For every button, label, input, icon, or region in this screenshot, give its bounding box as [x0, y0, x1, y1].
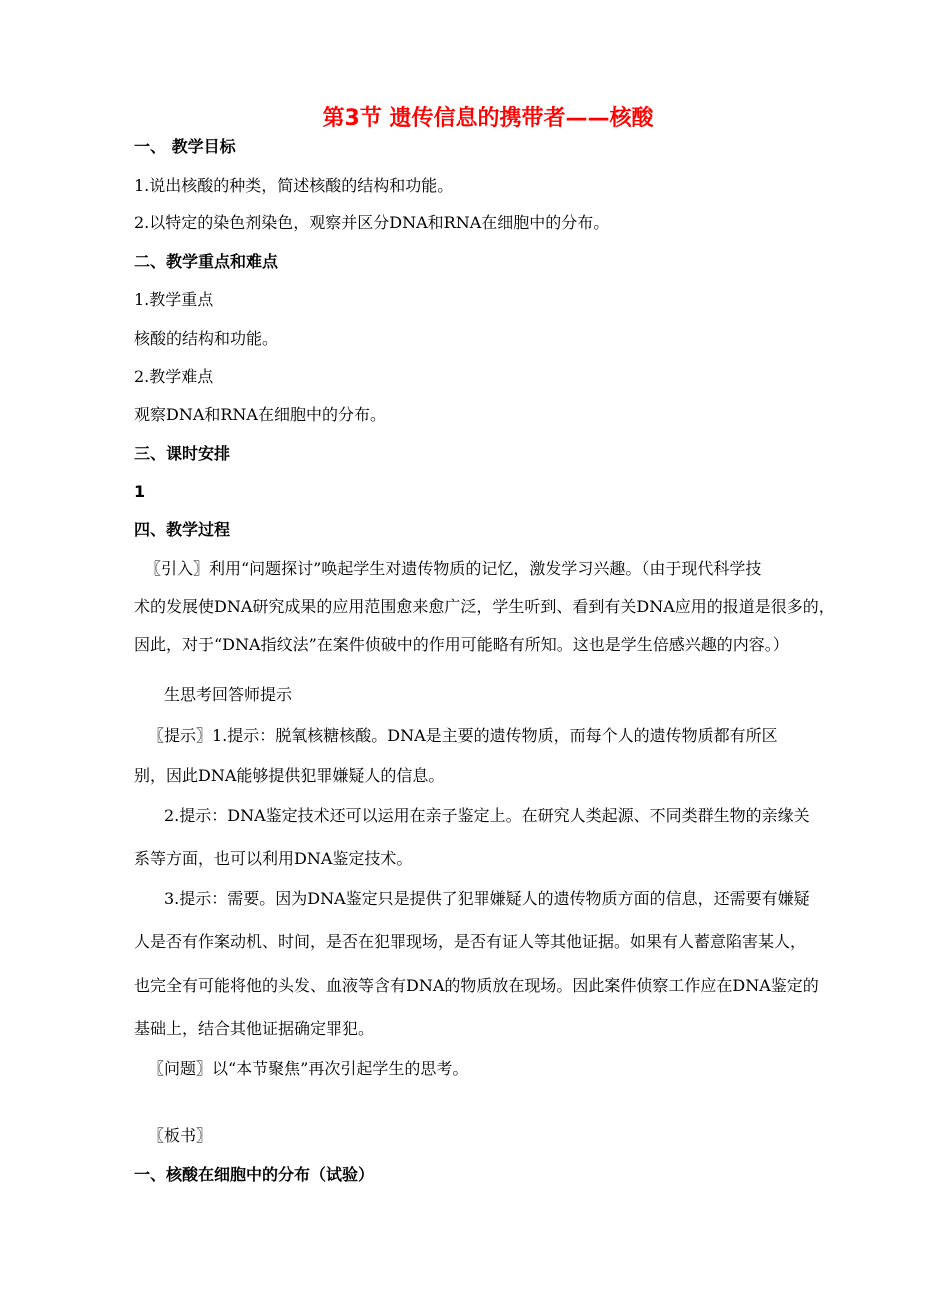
paragraph: 系等方面，也可以利用DNA鉴定技术。	[134, 849, 413, 868]
section-heading-schedule: 三、课时安排	[134, 444, 231, 463]
paragraph: 观察DNA和RNA在细胞中的分布。	[134, 405, 386, 424]
objective-item: 1.说出核酸的种类，简述核酸的结构和功能。	[134, 176, 454, 195]
paragraph: 人是否有作案动机、时间，是否在犯罪现场，是否有证人等其他证据。如果有人蓄意陷害某人，	[134, 932, 807, 951]
section-heading-objectives: 一、 教学目标	[134, 137, 236, 156]
paragraph: 3.提示：需要。因为DNA鉴定只是提供了犯罪嫌疑人的遗传物质方面的信息，还需要有嫌疑	[164, 889, 810, 908]
subheading: 1.教学重点	[134, 290, 214, 309]
paragraph: 核酸的结构和功能。	[134, 329, 279, 348]
paragraph: 〖引入〗利用“问题探讨”唤起学生对遗传物质的记忆，激发学习兴趣。（由于现代科学技	[145, 559, 762, 578]
paragraph: 〖提示〗1.提示：脱氧核糖核酸。DNA是主要的遗传物质，而每个人的遗传物质都有所区	[148, 726, 778, 745]
paragraph: 生思考回答师提示	[164, 685, 293, 704]
paragraph: 基础上，结合其他证据确定罪犯。	[134, 1019, 375, 1038]
objective-item: 2.以特定的染色剂染色，观察并区分DNA和RNA在细胞中的分布。	[134, 213, 610, 232]
paragraph: 别，因此DNA能够提供犯罪嫌疑人的信息。	[134, 766, 445, 785]
paragraph: 术的发展使DNA研究成果的应用范围愈来愈广泛，学生听到、看到有关DNA应用的报道是很多的，	[134, 597, 835, 616]
paragraph: 2.提示：DNA鉴定技术还可以运用在亲子鉴定上。在研究人类起源、不同类群生物的亲缘关	[164, 806, 810, 825]
schedule-value: 1	[134, 482, 146, 501]
paragraph: 〖板书〗	[148, 1126, 213, 1145]
board-heading: 一、核酸在细胞中的分布（试验）	[134, 1165, 375, 1184]
paragraph: 也完全有可能将他的头发、血液等含有DNA的物质放在现场。因此案件侦察工作应在DNA鉴定的	[134, 976, 819, 995]
paragraph: 〖问题〗以“本节聚焦”再次引起学生的思考。	[148, 1059, 469, 1078]
page-title: 第3节 遗传信息的携带者——核酸	[322, 106, 654, 131]
subheading: 2.教学难点	[134, 367, 214, 386]
section-heading-key-points: 二、教学重点和难点	[134, 252, 279, 271]
section-heading-process: 四、教学过程	[134, 520, 231, 539]
paragraph: 因此，对于“DNA指纹法”在案件侦破中的作用可能略有所知。这也是学生倍感兴趣的内容。）	[134, 635, 789, 654]
